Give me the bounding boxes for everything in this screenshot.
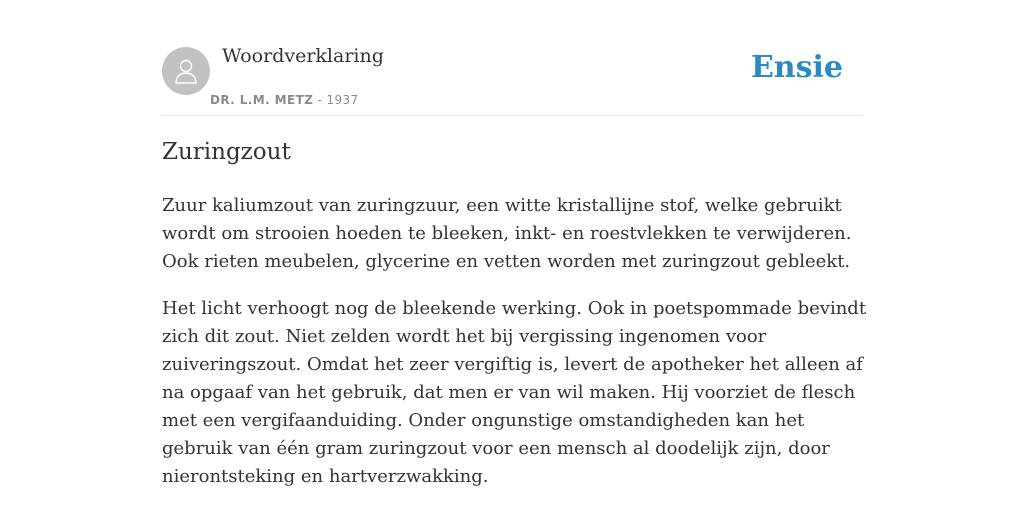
avatar[interactable]	[162, 47, 210, 95]
entry-header	[162, 0, 862, 116]
entry-title: Zuringzout	[162, 139, 291, 165]
publication-year: 1937	[326, 93, 359, 107]
author-name[interactable]: DR. L.M. METZ	[210, 93, 314, 107]
entry-paragraph: Het licht verhoogt nog de bleekende werking. Ook in poetspommade bevindt zich dit zout. Niet zelden wordt het bij vergissing ingenomen voor zuiveringszout. Omdat het zeer vergiftig is, levert de apotheker het alleen af na opgaaf van het gebruik, dat men er van wil maken. Hij voorziet de flesch met een vergifaanduiding. Onder ongunstige omstandigheden kan het gebruik van één gram zuringzout voor een mensch al doodelijk zijn, door nierontsteking en hartverzwakking.	[162, 298, 867, 487]
user-icon	[171, 56, 201, 86]
source-title[interactable]: Woordverklaring	[222, 45, 384, 67]
entry-body	[162, 192, 872, 510]
entry-paragraph: Zuur kaliumzout van zuringzuur, een witte kristallijne stof, welke gebruikt wordt om strooien hoeden te bleeken, inkt- en roestvlekken te verwijderen. Ook rieten meubelen, glycerine en vetten worden met zuringzout gebleekt.	[162, 195, 852, 272]
entry-card	[162, 0, 867, 487]
brand-logo[interactable]: Ensie	[750, 50, 843, 85]
meta-separator: -	[313, 93, 327, 107]
source-meta	[210, 93, 359, 107]
